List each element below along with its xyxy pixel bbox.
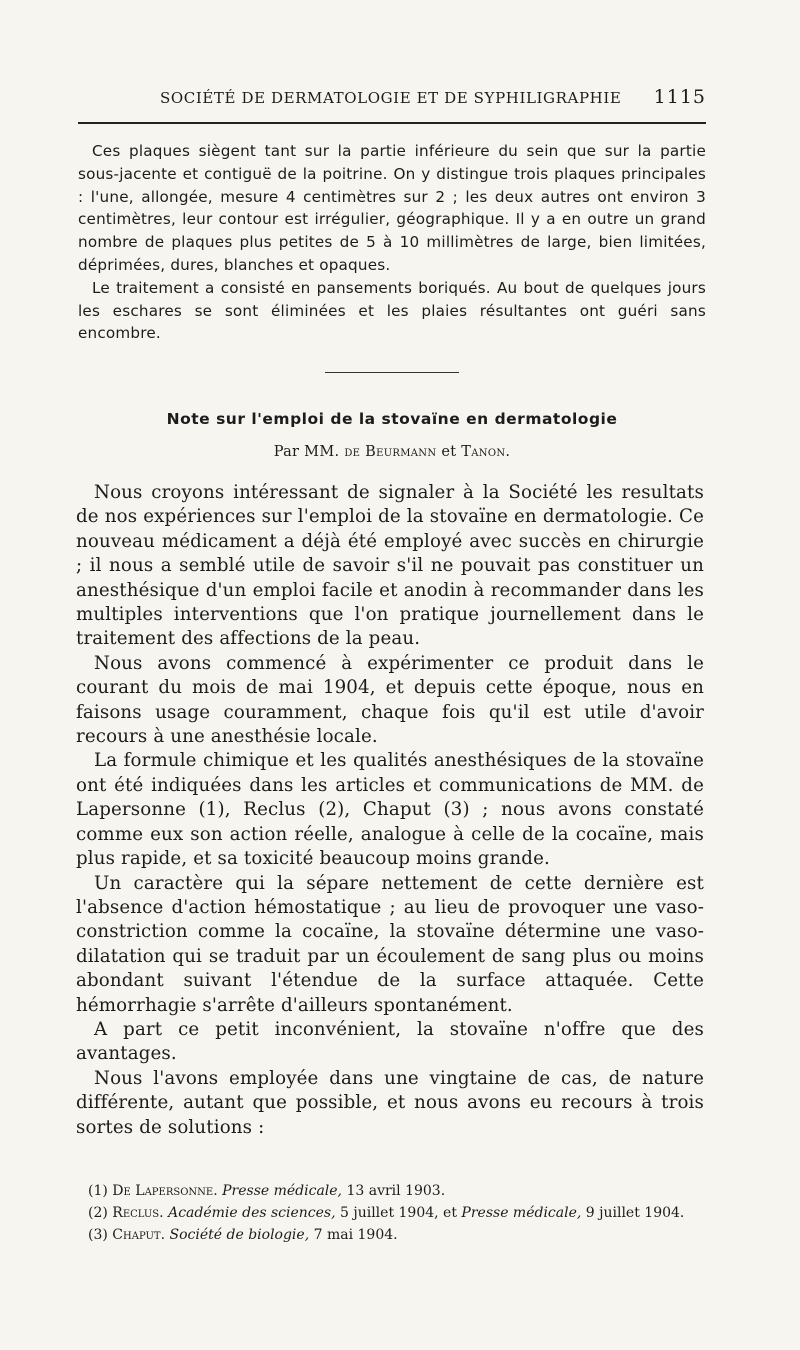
author-name: de Beurmann	[344, 444, 437, 460]
footnote-author: Reclus.	[112, 1205, 164, 1221]
footnote-number: (1)	[88, 1183, 108, 1199]
footnote-date: 7 mai 1904.	[313, 1227, 398, 1243]
page-number: 1115	[653, 86, 706, 108]
body-paragraph: A part ce petit inconvénient, la stovaïne n'offre que des avantages.	[76, 1018, 704, 1065]
footnote	[88, 1202, 708, 1224]
footnote-source: Presse médicale,	[222, 1183, 343, 1199]
footnote-number: (3)	[88, 1227, 108, 1243]
footnote-number: (2)	[88, 1205, 108, 1221]
section-divider	[325, 372, 459, 373]
body-paragraph: Nous l'avons employée dans une vingtaine de cas, de nature différente, autant que possible, et nous avons eu recours à trois sortes de solutions :	[76, 1067, 704, 1138]
footnotes	[88, 1180, 708, 1246]
header-rule	[78, 122, 706, 124]
body-paragraph: Nous croyons intéressant de signaler à la Société les resultats de nos expériences sur l'emploi de la stovaïne en dermatologie. Ce nouveau médicament a déjà été employé avec succès en chirurgie ; il nous a semblé utile de savoir s'il ne pouvait pas constituer un anesthésique d'un emploi facile et anodin à recommander dans les multiples interventions que l'on pratique journellement dans le traitement des affections de la peau.	[76, 482, 704, 650]
footnote-date: 9 juillet 1904.	[585, 1205, 685, 1221]
article-byline	[78, 444, 706, 460]
article-title: Note sur l'emploi de la stovaïne en dermatologie	[166, 410, 618, 428]
footnote-date: 13 avril 1903.	[346, 1183, 446, 1199]
running-title: SOCIÉTÉ DE DERMATOLOGIE ET DE SYPHILIGRAPHIE	[160, 89, 622, 107]
footnote	[88, 1224, 708, 1246]
byline-and: et	[441, 444, 457, 460]
byline-prefix: Par MM.	[273, 444, 340, 460]
preceding-paragraph: Le traitement a consisté en pansements boriqués. Au bout de quelques jours les eschares se sont éliminées et les plaies résultantes ont guéri sans encombre.	[78, 278, 706, 343]
author-name: Tanon.	[461, 444, 511, 460]
footnote-author: De Lapersonne.	[112, 1183, 218, 1199]
footnote-source: Société de biologie,	[169, 1227, 310, 1243]
footnote-source: Presse médicale,	[461, 1205, 582, 1221]
preceding-text	[78, 140, 706, 345]
footnote-date: 5 juillet 1904, et	[340, 1205, 457, 1221]
footnote-source: Académie des sciences,	[168, 1205, 336, 1221]
footnote-author: Chaput.	[112, 1227, 166, 1243]
footnote	[88, 1180, 708, 1202]
running-header	[160, 86, 706, 108]
body-paragraph: La formule chimique et les qualités anesthésiques de la stovaïne ont été indiquées dans les articles et communications de MM. de Lapersonne (1), Reclus (2), Chaput (3) ; nous avons constaté comme eux son action réelle, analogue à celle de la cocaïne, mais plus rapide, et sa toxicité beaucoup moins grande.	[76, 750, 704, 870]
article-body	[76, 481, 704, 1140]
body-paragraph: Un caractère qui la sépare nettement de cette dernière est l'absence d'action hémostatique ; au lieu de provoquer une vaso-constriction comme la cocaïne, la stovaïne détermine une vaso-dilatation qui se traduit par un écoulement de sang plus ou moins abondant suivant l'étendue de la surface attaquée. Cette hémorrhagie s'arrête d'ailleurs spontanément.	[76, 872, 704, 1016]
body-paragraph: Nous avons commencé à expérimenter ce produit dans le courant du mois de mai 1904, et depuis cette époque, nous en faisons usage couramment, chaque fois qu'il est utile d'avoir recours à une anesthésie locale.	[76, 652, 704, 748]
preceding-paragraph: Ces plaques siègent tant sur la partie inférieure du sein que sur la partie sous-jacente et contiguë de la poitrine. On y distingue trois plaques principales : l'une, allongée, mesure 4 centimètres sur 2 ; les deux autres ont environ 3 centimètres, leur contour est irrégulier, géographique. Il y a en outre un grand nombre de plaques plus petites de 5 à 10 millimètres de large, bien limitées, déprimées, dures, blanches et opaques.	[78, 142, 706, 274]
